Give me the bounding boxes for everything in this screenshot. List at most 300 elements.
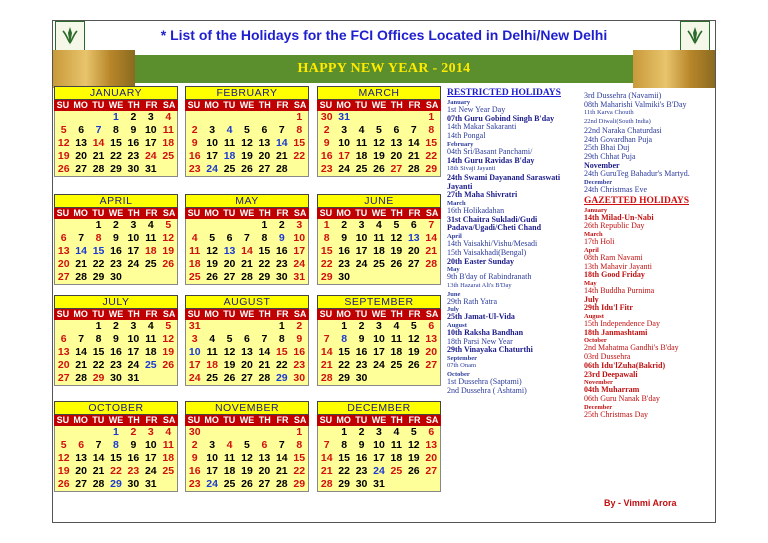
week-row <box>55 245 177 258</box>
day-cell: 1 <box>278 320 285 332</box>
day-cell: 6 <box>261 124 268 136</box>
weekday-label: TU <box>92 415 105 425</box>
day-cell: 6 <box>78 439 85 451</box>
day-cell <box>388 111 405 124</box>
holiday-item: 20th Easter Sunday <box>447 256 514 266</box>
day-cell: 25 <box>206 372 218 384</box>
holiday-item: 29th Vinayaka Chaturthi <box>447 345 533 355</box>
fci-logo-left-icon <box>55 21 85 51</box>
day-cell: 19 <box>206 258 218 270</box>
holiday-month-label: December <box>584 179 613 187</box>
weekday-label: TU <box>355 415 368 425</box>
weekday-label: FR <box>408 100 421 110</box>
day-cell: 13 <box>425 439 438 451</box>
holiday-item: 14th Pongal <box>447 131 486 141</box>
restricted-holidays-column-1 <box>447 88 583 395</box>
day-cell: 18 <box>162 452 175 464</box>
day-cell: 29 <box>92 372 105 384</box>
weekday-label: MO <box>73 100 88 110</box>
weekday-label: MO <box>73 415 88 425</box>
day-cell: 30 <box>355 372 368 384</box>
weekday-label: TU <box>355 208 368 218</box>
day-grid <box>185 320 309 386</box>
day-cell: 20 <box>57 258 70 270</box>
page-title: * List of the Holidays for the FCI Offices Located in Delhi/New Delhi <box>160 27 608 43</box>
weekday-label: SU <box>187 100 201 110</box>
day-cell: 9 <box>358 333 365 345</box>
holiday-item: 2nd Dussehra ( Ashtami) <box>447 385 527 395</box>
week-row <box>186 452 308 465</box>
week-row <box>55 163 177 176</box>
weekday-label: WE <box>371 208 387 218</box>
week-row <box>186 426 308 439</box>
month-name: SEPTEMBER <box>317 295 441 309</box>
day-cell <box>221 426 238 439</box>
day-grid <box>54 111 178 177</box>
day-cell: 18 <box>188 258 201 270</box>
week-row <box>55 346 177 359</box>
weekday-label: MO <box>336 415 351 425</box>
week-row <box>318 232 440 245</box>
weekday-label: MO <box>204 208 219 218</box>
day-cell <box>423 372 440 385</box>
month-calendar-june <box>317 194 441 285</box>
weekday-label: SA <box>293 309 307 319</box>
day-cell: 1 <box>296 426 303 438</box>
holiday-item: 29th Rath Yatra <box>447 296 497 306</box>
day-cell: 22 <box>320 258 333 270</box>
day-cell: 24 <box>338 163 350 175</box>
day-grid <box>185 111 309 177</box>
week-row <box>318 478 440 491</box>
month-name: JUNE <box>317 194 441 208</box>
day-cell: 17 <box>373 346 385 358</box>
weekday-label: WE <box>239 208 255 218</box>
day-cell: 26 <box>390 258 403 270</box>
day-cell <box>238 111 255 124</box>
weekday-label: TH <box>390 100 403 110</box>
week-row <box>318 439 440 452</box>
day-cell: 4 <box>393 320 400 332</box>
day-cell: 20 <box>390 150 403 162</box>
week-row <box>186 346 308 359</box>
day-cell <box>160 478 177 491</box>
day-cell: 21 <box>75 359 87 371</box>
week-row <box>55 320 177 333</box>
week-row <box>318 111 440 124</box>
month-calendar-november <box>185 401 309 492</box>
day-cell <box>90 111 107 124</box>
day-cell: 19 <box>162 245 175 257</box>
holiday-item: 13th Mahavir Jayanti <box>584 261 652 271</box>
day-cell: 19 <box>241 150 253 162</box>
day-cell: 27 <box>258 163 271 175</box>
weekday-label: SA <box>293 100 307 110</box>
day-cell <box>203 426 220 439</box>
day-cell: 6 <box>410 219 417 231</box>
day-cell: 14 <box>241 245 253 257</box>
weekday-header <box>54 415 178 426</box>
day-cell: 16 <box>293 346 306 358</box>
week-row <box>186 333 308 346</box>
weekday-label: SA <box>162 415 176 425</box>
day-cell: 31 <box>293 271 306 283</box>
weekday-label: TH <box>390 208 403 218</box>
week-row <box>186 359 308 372</box>
day-cell: 20 <box>241 359 253 371</box>
day-cell: 20 <box>425 346 438 358</box>
day-cell: 15 <box>92 245 105 257</box>
day-cell: 21 <box>241 258 253 270</box>
day-cell: 10 <box>127 333 140 345</box>
weekday-label: SA <box>162 100 176 110</box>
day-cell: 16 <box>188 150 201 162</box>
weekday-label: SA <box>162 309 176 319</box>
day-cell <box>405 271 422 284</box>
day-cell: 20 <box>258 150 271 162</box>
day-cell: 11 <box>162 439 174 451</box>
restricted-holidays-heading: RESTRICTED HOLIDAYS <box>447 88 561 98</box>
day-cell: 9 <box>130 439 137 451</box>
weekday-label: MO <box>73 309 88 319</box>
day-cell: 25 <box>390 359 403 371</box>
day-cell: 18 <box>355 150 368 162</box>
day-cell: 19 <box>223 359 236 371</box>
day-cell: 1 <box>323 219 330 231</box>
day-cell: 4 <box>358 124 365 136</box>
day-cell: 17 <box>127 346 140 358</box>
day-cell: 31 <box>188 320 201 332</box>
day-cell: 29 <box>110 163 122 175</box>
week-row <box>55 465 177 478</box>
author-credit: By - Vimmi Arora <box>604 498 677 508</box>
day-cell: 8 <box>428 124 435 136</box>
day-cell: 9 <box>341 232 348 244</box>
day-cell: 4 <box>226 124 233 136</box>
day-cell: 29 <box>275 372 288 384</box>
holiday-item: 14th Vaisakhi/Vishu/Mesadi <box>447 239 538 249</box>
day-cell: 23 <box>110 359 122 371</box>
day-cell: 25 <box>144 258 157 270</box>
weekday-label: TH <box>258 309 271 319</box>
day-cell <box>423 271 440 284</box>
week-row <box>186 124 308 137</box>
day-cell <box>388 271 405 284</box>
wheat-image-right <box>633 50 715 88</box>
day-cell: 24 <box>127 359 140 371</box>
day-cell: 12 <box>223 346 236 358</box>
holidays-column-2 <box>584 92 712 419</box>
day-cell: 31 <box>373 478 385 490</box>
day-cell: 16 <box>338 245 350 257</box>
day-cell <box>405 111 422 124</box>
weekday-label: FR <box>276 100 289 110</box>
day-cell: 31 <box>144 478 157 490</box>
day-cell: 2 <box>278 219 285 231</box>
day-cell: 13 <box>390 137 403 149</box>
day-cell: 14 <box>320 346 333 358</box>
day-cell <box>186 111 203 124</box>
day-cell: 5 <box>244 439 250 451</box>
day-cell: 23 <box>293 359 306 371</box>
weekday-label: FR <box>145 100 158 110</box>
holiday-month-label: October <box>447 370 470 378</box>
day-cell: 8 <box>341 333 348 345</box>
week-row <box>55 137 177 150</box>
month-name: AUGUST <box>185 295 309 309</box>
day-cell: 3 <box>147 426 154 438</box>
week-row <box>318 333 440 346</box>
day-cell: 15 <box>275 346 288 358</box>
holiday-month-label: January <box>447 99 471 106</box>
weekday-header <box>317 309 441 320</box>
day-cell: 19 <box>407 452 420 464</box>
day-cell: 29 <box>425 163 438 175</box>
month-calendar-december <box>317 401 441 492</box>
day-cell: 1 <box>341 426 348 438</box>
month-calendar-april <box>54 194 178 285</box>
day-cell: 27 <box>390 163 403 175</box>
day-cell: 1 <box>261 219 268 231</box>
day-cell <box>55 426 72 439</box>
weekday-label: MO <box>336 100 351 110</box>
day-cell: 21 <box>275 150 288 162</box>
day-cell: 26 <box>407 465 420 477</box>
day-cell: 18 <box>144 346 157 358</box>
holiday-item: 25th Bhai Duj <box>584 143 630 153</box>
day-cell: 10 <box>206 452 218 464</box>
month-name: FEBRUARY <box>185 86 309 100</box>
day-cell: 13 <box>258 452 271 464</box>
day-cell <box>186 219 203 232</box>
day-cell: 27 <box>57 372 70 384</box>
day-cell: 10 <box>206 137 218 149</box>
day-cell: 30 <box>127 163 140 175</box>
day-cell: 14 <box>425 232 438 244</box>
day-cell: 30 <box>338 271 350 283</box>
week-row <box>318 426 440 439</box>
day-cell: 20 <box>407 245 420 257</box>
day-cell <box>256 320 273 333</box>
day-cell <box>238 219 255 232</box>
day-cell: 2 <box>358 426 365 438</box>
weekday-label: SA <box>425 415 439 425</box>
day-cell: 5 <box>60 124 67 136</box>
day-cell: 12 <box>206 245 218 257</box>
day-cell: 28 <box>320 478 333 490</box>
weekday-label: TH <box>258 415 271 425</box>
day-cell: 2 <box>358 320 365 332</box>
holiday-item: 08th Maharishi Valmiki's B'Day <box>584 99 687 109</box>
month-name: JULY <box>54 295 178 309</box>
weekday-label: WE <box>371 309 387 319</box>
holiday-item: 18th Sivaji Jayanti <box>447 165 496 173</box>
day-cell: 5 <box>165 219 172 231</box>
day-cell: 11 <box>162 124 174 136</box>
day-cell: 2 <box>341 219 348 231</box>
holiday-item: July <box>584 294 599 304</box>
day-cell: 3 <box>130 320 137 332</box>
holiday-item: 03rd Dussehra <box>584 352 631 362</box>
holiday-item: 24th Christmas Eve <box>584 185 648 195</box>
week-row <box>186 245 308 258</box>
week-row <box>318 245 440 258</box>
day-cell: 19 <box>57 150 70 162</box>
day-cell: 12 <box>241 137 253 149</box>
day-cell: 16 <box>110 346 122 358</box>
day-cell: 21 <box>92 465 105 477</box>
holiday-month-label: January <box>584 206 608 214</box>
day-cell: 3 <box>376 426 382 438</box>
day-cell: 15 <box>110 452 122 464</box>
holiday-item: November <box>584 160 620 170</box>
weekday-label: TH <box>127 309 140 319</box>
weekday-label: WE <box>371 415 387 425</box>
day-grid <box>54 320 178 386</box>
day-cell <box>238 426 255 439</box>
holiday-month-label: April <box>447 233 462 241</box>
day-cell <box>353 111 370 124</box>
week-row <box>55 333 177 346</box>
month-name: OCTOBER <box>54 401 178 415</box>
week-row <box>55 426 177 439</box>
day-cell: 19 <box>162 346 175 358</box>
day-cell: 18 <box>373 245 385 257</box>
day-cell <box>256 426 273 439</box>
holiday-month-label: July <box>447 306 459 314</box>
day-cell: 21 <box>407 150 420 162</box>
week-row <box>55 271 177 284</box>
month-calendar-january <box>54 86 178 177</box>
week-row <box>186 465 308 478</box>
day-cell: 27 <box>425 359 438 371</box>
day-cell: 26 <box>223 372 236 384</box>
day-cell: 16 <box>127 452 140 464</box>
holiday-item: 1st Dussehra (Saptami) <box>447 376 522 386</box>
day-cell: 13 <box>241 346 253 358</box>
day-cell: 7 <box>323 333 330 345</box>
holiday-item: 26th Republic Day <box>584 221 645 231</box>
day-cell: 5 <box>410 320 417 332</box>
weekday-label: SU <box>187 208 201 218</box>
day-cell: 14 <box>407 137 420 149</box>
day-cell: 19 <box>373 150 385 162</box>
day-cell: 6 <box>60 232 67 244</box>
day-cell <box>72 111 89 124</box>
day-cell: 29 <box>338 372 350 384</box>
day-cell: 18 <box>206 359 218 371</box>
day-cell: 11 <box>206 346 218 358</box>
holiday-item: 24th Govardhan Puja <box>584 134 652 144</box>
day-cell: 23 <box>275 258 288 270</box>
day-cell <box>203 111 220 124</box>
day-cell: 25 <box>373 258 385 270</box>
holiday-item: 31st Chaitra Sukladi/Gudi <box>447 214 538 224</box>
day-cell: 21 <box>75 258 87 270</box>
day-cell: 14 <box>258 346 271 358</box>
weekday-label: MO <box>336 309 351 319</box>
holiday-item: 23rd Deepawali <box>584 369 638 379</box>
holiday-month-label: August <box>584 313 604 321</box>
day-cell: 27 <box>75 478 87 490</box>
day-cell: 20 <box>75 150 87 162</box>
day-cell: 8 <box>341 439 348 451</box>
week-row <box>186 320 308 333</box>
fci-logo-right-icon <box>680 21 710 51</box>
weekday-label: FR <box>408 208 421 218</box>
weekday-label: TH <box>258 100 271 110</box>
weekday-label: SU <box>319 208 333 218</box>
day-cell <box>353 271 370 284</box>
day-cell: 6 <box>393 124 400 136</box>
day-cell: 11 <box>224 137 236 149</box>
weekday-label: WE <box>108 415 124 425</box>
day-cell: 19 <box>57 465 70 477</box>
holiday-item: Padava/Ugadi/Cheti Chand <box>447 223 542 233</box>
day-cell: 4 <box>226 439 233 451</box>
day-cell: 10 <box>373 439 385 451</box>
day-cell: 24 <box>144 150 157 162</box>
holiday-item: 29th Idu'l Fitr <box>584 303 633 313</box>
day-cell: 12 <box>57 452 70 464</box>
day-cell: 5 <box>376 124 382 136</box>
day-cell: 2 <box>191 439 198 451</box>
day-cell: 29 <box>293 478 306 490</box>
week-row <box>318 320 440 333</box>
day-cell: 7 <box>410 124 417 136</box>
day-cell <box>72 320 89 333</box>
day-cell: 18 <box>223 465 236 477</box>
day-cell: 23 <box>338 258 350 270</box>
weekday-label: MO <box>204 100 219 110</box>
holiday-item: 9th B'day of Rabindranath <box>447 272 532 282</box>
day-grid <box>185 426 309 492</box>
day-cell: 8 <box>95 232 102 244</box>
day-cell: 14 <box>92 137 105 149</box>
weekday-label: SA <box>425 208 439 218</box>
day-cell: 25 <box>162 465 175 477</box>
day-cell: 10 <box>144 439 157 451</box>
holiday-item: 22nd Diwali(South India) <box>584 118 651 126</box>
day-cell: 7 <box>95 439 102 451</box>
day-cell: 11 <box>373 232 385 244</box>
day-cell: 20 <box>57 359 70 371</box>
day-cell: 14 <box>75 346 87 358</box>
day-cell: 26 <box>206 271 218 283</box>
day-cell: 22 <box>92 258 105 270</box>
day-cell: 2 <box>296 320 303 332</box>
day-cell: 17 <box>188 359 201 371</box>
week-row <box>318 359 440 372</box>
day-cell: 7 <box>323 439 330 451</box>
weekday-label: TU <box>223 208 236 218</box>
weekday-header <box>317 415 441 426</box>
holiday-item: 18th Parsi New Year <box>447 336 513 346</box>
day-cell: 15 <box>338 452 350 464</box>
day-cell: 15 <box>110 137 122 149</box>
day-cell: 7 <box>261 333 268 345</box>
day-cell: 26 <box>407 359 420 371</box>
weekday-label: TH <box>258 208 271 218</box>
day-cell: 21 <box>92 150 105 162</box>
day-cell: 1 <box>428 111 435 123</box>
holiday-item: 15th Vaisakhadi(Bengal) <box>447 247 527 257</box>
day-cell: 27 <box>407 258 420 270</box>
day-cell: 5 <box>165 320 172 332</box>
weekday-header <box>317 208 441 219</box>
day-cell: 9 <box>113 333 119 345</box>
day-cell: 12 <box>373 137 385 149</box>
